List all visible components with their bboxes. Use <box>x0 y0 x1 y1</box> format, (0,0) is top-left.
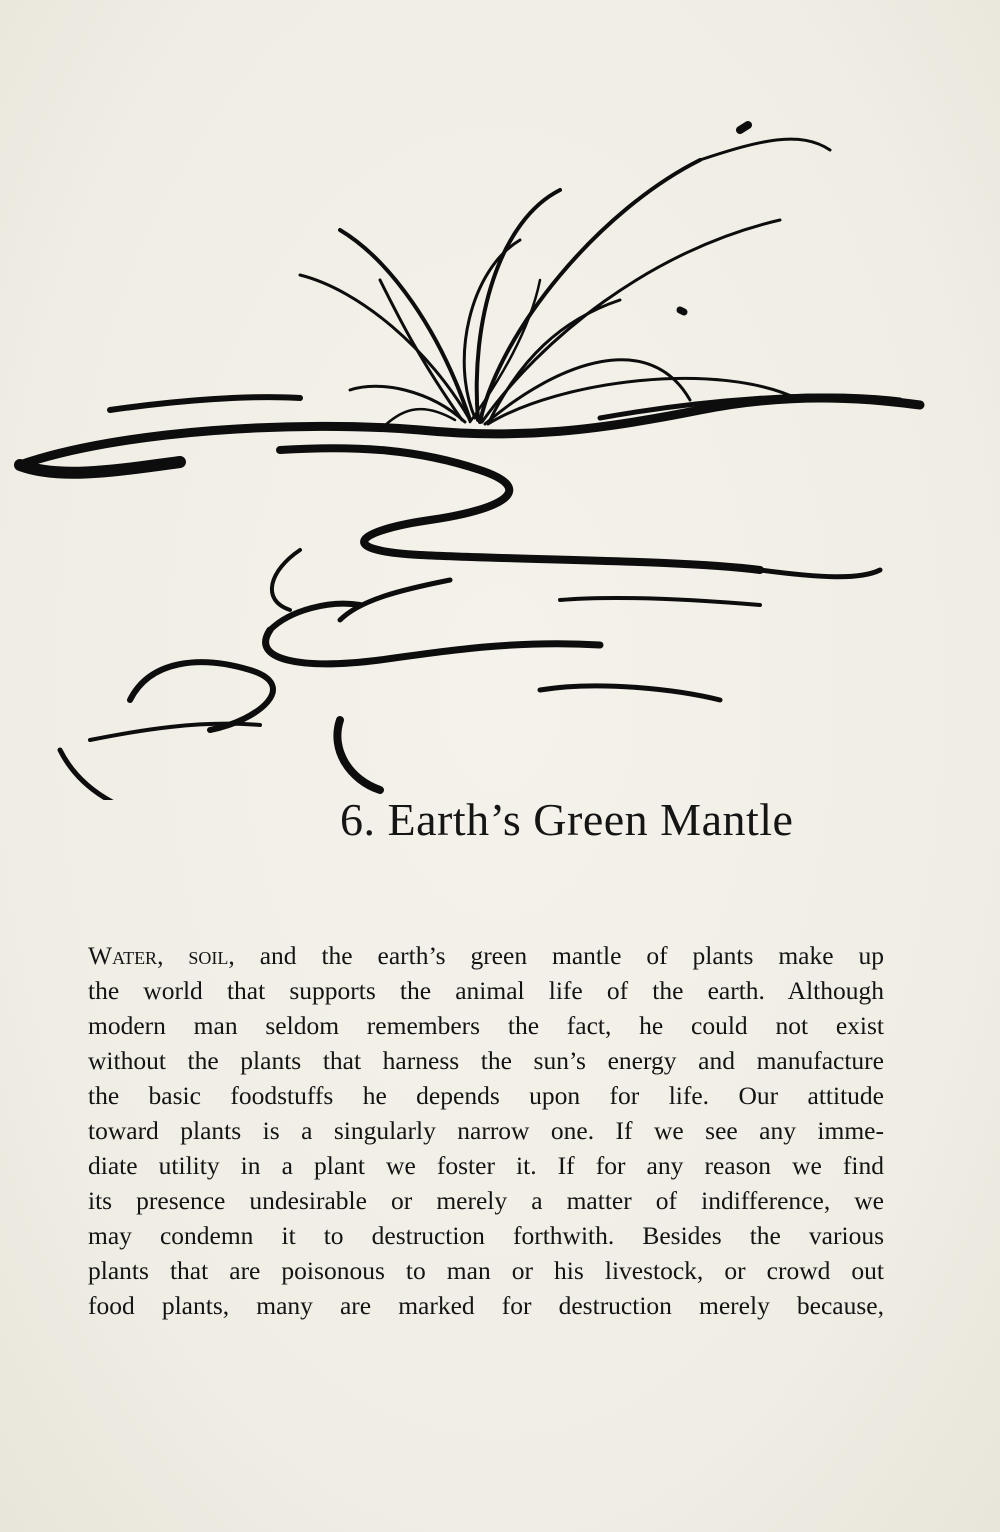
body-line: its presence undesirable or merely a matter of indifference, we <box>88 1186 884 1215</box>
body-line: without the plants that harness the sun’s energy and manufacture <box>88 1046 884 1075</box>
body-line: food plants, many are marked for destruction merely because, <box>88 1291 884 1320</box>
lead-word: Water, <box>88 941 164 970</box>
body-line: plants that are poisonous to man or his livestock, or crowd out <box>88 1256 884 1285</box>
body-line: the basic foodstuffs he depends upon for life. Our attitude <box>88 1081 884 1110</box>
body-line: may condemn it to destruction forthwith. Besides the various <box>88 1221 884 1250</box>
body-line: diate utility in a plant we foster it. If for any reason we find <box>88 1151 884 1180</box>
body-line: toward plants is a singularly narrow one. If we see any imme- <box>88 1116 884 1145</box>
lead-word-2: soil, <box>188 941 235 970</box>
chapter-body-text <box>88 938 884 1323</box>
body-line: the world that supports the animal life of the earth. Although <box>88 976 884 1005</box>
grass-illustration-icon <box>0 100 1000 800</box>
body-line <box>88 938 884 973</box>
body-line-text: and the earth’s green mantle of plants make up <box>234 941 884 970</box>
body-line: modern man seldom remembers the fact, he could not exist <box>88 1011 884 1040</box>
chapter-title: 6. Earth’s Green Mantle <box>340 794 794 845</box>
